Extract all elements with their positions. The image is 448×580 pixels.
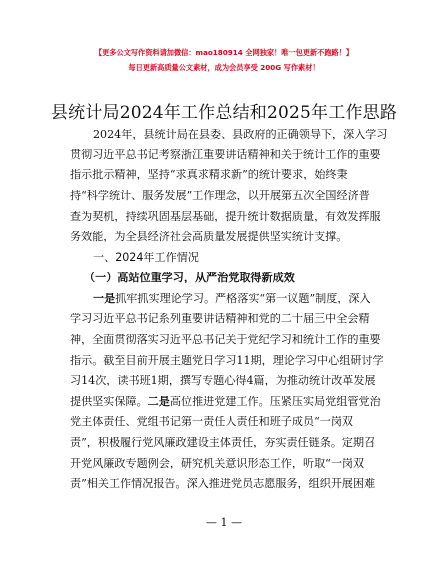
- intro-line: 查为契机，持续巩固基层基础，提升统计数据质量，有效发挥服: [70, 211, 381, 223]
- paragraph-text: 提供坚实保障。: [70, 396, 148, 408]
- section-heading: 一、2024年工作情况: [93, 252, 199, 264]
- paragraph-line: 党主体责任、党组书记第一责任人责任和班子成员“一岗双: [70, 416, 354, 428]
- paragraph-line: 责”，积极履行党风廉政建设主体责任，夯实责任链条。定期召: [70, 437, 376, 449]
- paragraph-line: 习14次，读书班1期，撰写专题心得4篇，为推动统计改革发展: [70, 375, 376, 387]
- paragraph-line: 神，全面贯彻落实习近平总书记关于党纪学习和统计工作的重要: [70, 334, 381, 346]
- paragraph-line: 学习习近平总书记系列重要讲话精神和党的二十届三中全会精: [70, 313, 370, 325]
- paragraph-line: 开党风廉政专题例会，研究机关意识形态工作，听取“一岗双: [70, 458, 365, 470]
- paragraph-line: 指示。截至目前开展主题党日学习11期，理论学习中心组研讨学: [70, 355, 384, 367]
- page-number: — 1 —: [206, 516, 242, 529]
- paragraph-text: 高位推进党建工作。压紧压实局党组管党治: [169, 396, 381, 408]
- paragraph-line: 责”相关工作情况报告。深入推进党员志愿服务，组织开展困难: [70, 478, 376, 490]
- intro-line: 指示批示精神，坚持“求真求精求新”的统计要求，始终秉: [70, 169, 348, 181]
- intro-line: 持“科学统计、服务发展”工作理念，以开展第五次全国经济普: [70, 190, 370, 202]
- intro-line: 务效能，为全县经济社会高质量发展提供坚实统计支撑。: [70, 231, 348, 243]
- intro-line: 2024年，县统计局在县委、县政府的正确领导下，深入学习: [93, 129, 388, 141]
- promo-banner-line1: 【更多公文写作资料请加微信：mao180914 全网独家！唯一包更新不跑路！】: [94, 48, 354, 57]
- lead-marker: 一是: [93, 293, 116, 305]
- paragraph-text: 抓牢抓实理论学习。严格落实“第一议题”制度，深入: [115, 293, 371, 305]
- intro-line: 贯彻习近平总书记考察浙江重要讲话精神和关于统计工作的重要: [70, 149, 381, 161]
- document-title: 县统计局2024年工作总结和2025年工作思路: [50, 103, 398, 123]
- promo-banner-line2: 每日更新高质量公文素材，成为会员享受 200G 写作素材！: [128, 63, 320, 72]
- paragraph-line: [93, 293, 400, 304]
- subsection-heading: （一）高站位重学习，从严治党取得新成效: [84, 272, 295, 284]
- paragraph-line: [70, 396, 400, 407]
- lead-marker: 二是: [147, 396, 170, 408]
